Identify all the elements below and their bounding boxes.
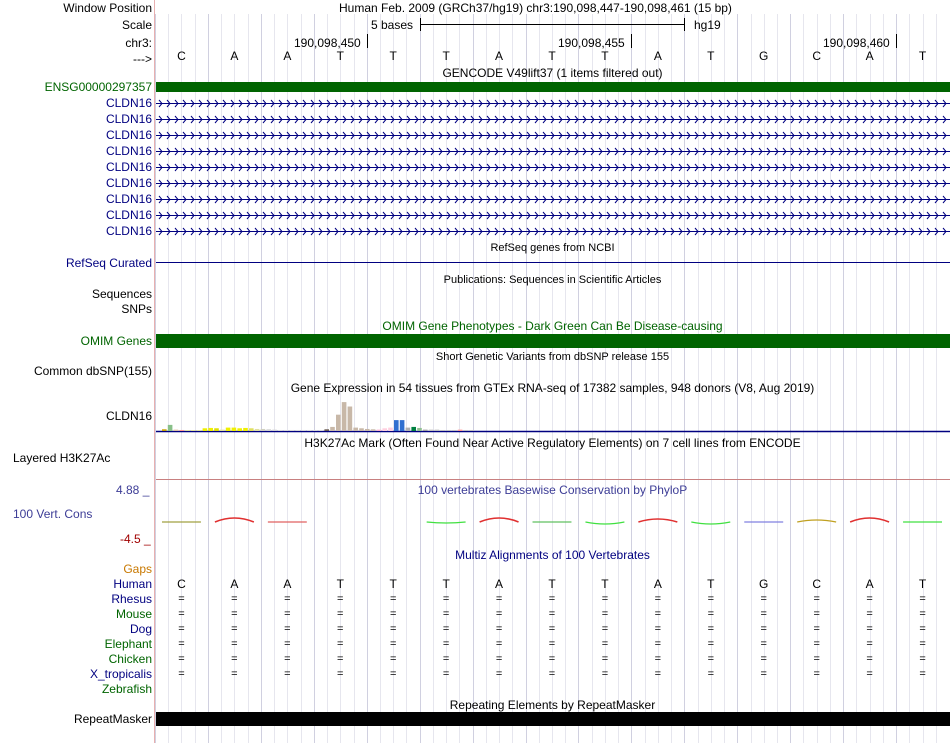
h3k27ac-title[interactable]: H3K27Ac Mark (Often Found Near Active Regulatory Elements) on 7 cell lines from ENCODE: [304, 436, 801, 450]
gtex-tissue-bar: [208, 428, 213, 431]
alignment-match: =: [231, 653, 238, 665]
gtex-tissue-bar: [243, 428, 248, 431]
top-sequence-base: T: [601, 49, 609, 63]
phylop-segment: [585, 522, 624, 524]
h3k27ac-label[interactable]: Layered H3K27Ac: [13, 451, 111, 465]
phylop-label[interactable]: 100 Vert. Cons: [13, 507, 93, 521]
alignment-match: =: [495, 653, 503, 665]
gtex-tissue-bar: [191, 430, 196, 431]
alignment-match: =: [337, 593, 344, 605]
human-base: T: [548, 577, 556, 591]
refseq-label[interactable]: RefSeq Curated: [65, 256, 152, 270]
alignment-match: =: [601, 653, 609, 665]
gtex-tissue-bar: [307, 430, 312, 431]
human-base: T: [918, 577, 927, 591]
phylop-title[interactable]: 100 vertebrates Basewise Conservation by PhyloP: [417, 483, 688, 497]
alignment-match: =: [707, 593, 715, 605]
top-sequence-base: G: [759, 49, 769, 63]
chr-tick-mark: [896, 34, 897, 48]
alignment-match: =: [389, 638, 397, 650]
alignment-match: =: [389, 653, 397, 665]
omim-title[interactable]: OMIM Gene Phenotypes - Dark Green Can Be Disease-causing: [382, 319, 723, 333]
phylop-segment: [850, 518, 889, 522]
alignment-match: =: [760, 668, 767, 680]
transcript-line: [156, 132, 950, 139]
gtex-label[interactable]: CLDN16: [105, 409, 152, 423]
gencode-transcript-label[interactable]: CLDN16: [105, 144, 152, 158]
alignment-match: =: [654, 668, 662, 680]
alignment-match: =: [231, 608, 238, 620]
gencode-transcript-label[interactable]: CLDN16: [105, 128, 152, 142]
alignment-match: =: [866, 668, 873, 680]
alignment-match: =: [601, 608, 609, 620]
dbsnp-title[interactable]: Short Genetic Variants from dbSNP release 155: [435, 351, 670, 363]
species-label[interactable]: X_tropicalis: [89, 667, 152, 681]
gencode-transcript-label[interactable]: CLDN16: [105, 224, 152, 238]
alignment-match: =: [337, 608, 344, 620]
alignment-match: =: [178, 668, 185, 680]
species-label[interactable]: Zebrafish: [101, 682, 152, 696]
gtex-tissue-bar: [237, 428, 242, 431]
transcript-line: [156, 164, 950, 171]
top-sequence-base: T: [389, 49, 397, 63]
alignment-match: =: [389, 608, 397, 620]
gtex-tissue-bar: [232, 428, 237, 431]
gtex-tissue-bar: [394, 420, 399, 431]
alignment-match: =: [337, 668, 344, 680]
window-position-label: Window Position: [63, 1, 152, 15]
alignment-match: =: [654, 638, 662, 650]
top-sequence-base: T: [336, 49, 344, 63]
alignment-match: =: [495, 668, 503, 680]
alignment-match: =: [231, 593, 238, 605]
gtex-tissue-bar: [452, 430, 457, 431]
alignment-match: =: [495, 623, 503, 635]
omim-bar[interactable]: [156, 334, 950, 348]
alignment-match: =: [707, 638, 715, 650]
transcript-line: [156, 148, 950, 155]
transcript-line: [156, 180, 950, 187]
gencode-transcripts[interactable]: [156, 96, 950, 242]
gencode-title[interactable]: GENCODE V49lift37 (1 items filtered out): [442, 66, 663, 80]
scale-bar-right-tick: [684, 18, 685, 31]
alignment-match: =: [919, 638, 926, 650]
alignment-match: =: [284, 623, 291, 635]
left-divider: [154, 0, 155, 743]
publications-sequences-label[interactable]: Sequences: [91, 287, 152, 301]
gtex-tissue-bar: [174, 430, 179, 431]
alignment-match: =: [813, 638, 820, 650]
dbsnp-label[interactable]: Common dbSNP(155): [33, 364, 152, 378]
multiz-gaps-label[interactable]: Gaps: [123, 562, 152, 576]
alignment-match: =: [495, 608, 503, 620]
alignment-match: =: [654, 593, 662, 605]
repeatmasker-title[interactable]: Repeating Elements by RepeatMasker: [449, 698, 656, 712]
alignment-match: =: [389, 593, 397, 605]
human-base: T: [707, 577, 715, 591]
human-base: A: [283, 577, 292, 591]
gtex-tissue-bar: [179, 430, 184, 431]
alignment-match: =: [813, 623, 820, 635]
gtex-tissue-bar: [295, 430, 300, 431]
phylop-ymax: 4.88 _: [116, 483, 150, 497]
alignment-match: =: [442, 593, 450, 605]
gtex-tissue-bar: [197, 430, 202, 431]
gtex-tissue-bar: [406, 428, 411, 431]
transcript-line: [156, 228, 950, 235]
alignment-match: =: [389, 623, 397, 635]
gtex-tissue-bar: [440, 430, 445, 431]
omim-label[interactable]: OMIM Genes: [80, 334, 152, 348]
alignment-match: =: [654, 653, 662, 665]
gtex-tissue-bar: [162, 429, 167, 431]
gencode-transcript-label[interactable]: CLDN16: [105, 112, 152, 126]
alignment-match: =: [442, 668, 450, 680]
human-base: A: [230, 577, 239, 591]
alignment-match: =: [813, 593, 820, 605]
alignment-match: =: [601, 623, 609, 635]
phylop-wiggle[interactable]: [156, 506, 950, 532]
top-sequence-base: C: [812, 49, 821, 63]
gtex-tissue-bar: [429, 430, 434, 431]
alignment-match: =: [760, 608, 767, 620]
refseq-title[interactable]: RefSeq genes from NCBI: [490, 242, 615, 254]
gtex-tissue-bar: [464, 430, 469, 431]
alignment-match: =: [178, 638, 185, 650]
alignment-match: =: [337, 653, 344, 665]
gtex-tissue-bar: [272, 430, 277, 431]
transcript-line: [156, 100, 950, 107]
gtex-tissue-bar: [301, 430, 306, 431]
alignment-match: =: [813, 668, 820, 680]
transcript-line: [156, 116, 950, 123]
alignment-match: =: [178, 653, 185, 665]
alignment-match: =: [919, 593, 926, 605]
gtex-tissue-bar: [278, 430, 283, 431]
gencode-gene-label[interactable]: ENSG00000297357: [44, 80, 152, 94]
alignment-match: =: [601, 668, 609, 680]
human-base: A: [495, 577, 504, 591]
gtex-tissue-bar: [290, 430, 295, 431]
human-base: T: [389, 577, 397, 591]
human-base: T: [601, 577, 609, 591]
alignment-match: =: [231, 638, 238, 650]
scale-bar: [420, 24, 684, 25]
species-label[interactable]: Human: [113, 577, 152, 591]
human-base: T: [442, 577, 450, 591]
gtex-tissue-bar: [353, 428, 358, 431]
gtex-tissue-bar: [336, 415, 341, 431]
alignment-match: =: [442, 608, 450, 620]
human-base: A: [653, 577, 662, 591]
gtex-tissue-bar: [266, 429, 271, 431]
strand-arrow-label: --->: [133, 52, 152, 66]
alignment-match: =: [866, 593, 873, 605]
alignment-match: =: [813, 608, 820, 620]
alignment-match: =: [389, 668, 397, 680]
gtex-tissue-bar: [400, 420, 405, 431]
gtex-tissue-bar: [324, 429, 329, 431]
species-label[interactable]: Mouse: [115, 607, 152, 621]
alignment-match: =: [231, 623, 238, 635]
phylop-segment: [691, 522, 730, 524]
alignment-match: =: [442, 623, 450, 635]
gtex-tissue-bar: [446, 430, 451, 431]
alignment-match: =: [760, 638, 767, 650]
alignment-match: =: [548, 608, 556, 620]
gencode-transcript-label[interactable]: CLDN16: [105, 176, 152, 190]
top-sequence-base: A: [283, 49, 292, 63]
species-label[interactable]: Elephant: [104, 637, 152, 651]
alignment-match: =: [654, 623, 662, 635]
scale-value: 5 bases: [371, 18, 414, 32]
alignment-match: =: [919, 668, 926, 680]
alignment-match: =: [707, 608, 715, 620]
gencode-transcript-label[interactable]: CLDN16: [105, 192, 152, 206]
gtex-tissue-bar: [214, 428, 219, 431]
alignment-match: =: [178, 593, 185, 605]
alignment-match: =: [442, 638, 450, 650]
alignment-match: =: [548, 653, 556, 665]
gtex-tissue-bar: [255, 429, 260, 431]
human-base: G: [759, 577, 769, 591]
gtex-tissue-bar: [388, 428, 393, 431]
human-base: C: [812, 577, 821, 591]
human-base: T: [336, 577, 344, 591]
top-sequence-base: A: [653, 49, 662, 63]
phylop-segment: [215, 518, 254, 522]
gencode-transcript-label[interactable]: CLDN16: [105, 96, 152, 110]
alignment-match: =: [178, 623, 185, 635]
alignment-match: =: [760, 623, 767, 635]
alignment-match: =: [442, 653, 450, 665]
phylop-segment: [480, 518, 519, 522]
gtex-tissue-bar: [220, 430, 225, 431]
top-sequence-base: T: [918, 49, 927, 63]
scale-bar-left-tick: [420, 18, 421, 31]
alignment-match: =: [495, 593, 503, 605]
alignment-match: =: [284, 593, 291, 605]
chr-tick-label: 190,098,450: [294, 36, 361, 50]
publications-title[interactable]: Publications: Sequences in Scientific Articles: [443, 274, 662, 286]
gtex-tissue-bar: [365, 429, 370, 431]
transcript-line: [156, 196, 950, 203]
alignment-match: =: [919, 608, 926, 620]
gtex-tissue-bar: [313, 430, 318, 431]
chr-label: chr3:: [125, 36, 152, 50]
gtex-tissue-bar: [330, 427, 335, 431]
chr-tick-label: 190,098,455: [558, 36, 625, 50]
gtex-tissue-bar: [168, 425, 173, 431]
alignment-match: =: [760, 653, 767, 665]
chr-tick-label: 190,098,460: [823, 36, 890, 50]
gtex-tissue-bar: [469, 430, 474, 431]
species-label[interactable]: Dog: [129, 622, 152, 636]
top-sequence-base: T: [442, 49, 450, 63]
gtex-tissue-bar: [417, 428, 422, 431]
gencode-transcript-label[interactable]: CLDN16: [105, 208, 152, 222]
gtex-tissue-bar: [411, 427, 416, 431]
alignment-match: =: [866, 638, 873, 650]
alignment-match: =: [231, 668, 238, 680]
chr-tick-mark: [367, 34, 368, 48]
top-sequence-base: A: [495, 49, 504, 63]
gtex-tissue-bar: [261, 429, 266, 431]
gtex-tissue-bar: [203, 428, 208, 431]
alignment-match: =: [548, 668, 556, 680]
alignment-match: =: [760, 593, 767, 605]
gtex-tissue-bar: [226, 428, 231, 431]
alignment-match: =: [548, 638, 556, 650]
alignment-match: =: [337, 638, 344, 650]
alignment-match: =: [866, 653, 873, 665]
gtex-tissue-bar: [359, 428, 364, 431]
alignment-match: =: [284, 638, 291, 650]
gtex-tissue-bar: [185, 430, 190, 431]
top-sequence-base: C: [177, 49, 186, 63]
alignment-match: =: [813, 653, 820, 665]
gtex-tissue-bar: [319, 430, 324, 431]
phylop-ymin: -4.5 _: [120, 532, 151, 546]
alignment-match: =: [548, 623, 556, 635]
repeatmasker-label[interactable]: RepeatMasker: [73, 712, 152, 726]
alignment-match: =: [919, 653, 926, 665]
species-label[interactable]: Chicken: [108, 652, 152, 666]
alignment-match: =: [866, 608, 873, 620]
gtex-tissue-bar: [342, 402, 347, 431]
top-sequence-base: A: [230, 49, 239, 63]
gtex-title[interactable]: Gene Expression in 54 tissues from GTEx RNA-seq of 17382 samples, 948 donors (V8, Aug 2019): [290, 381, 815, 395]
gtex-tissue-bar: [435, 430, 440, 431]
human-base: A: [865, 577, 874, 591]
species-label[interactable]: Rhesus: [111, 592, 152, 606]
scale-label: Scale: [121, 18, 152, 32]
multiz-title[interactable]: Multiz Alignments of 100 Vertebrates: [455, 548, 650, 562]
gtex-bar-chart[interactable]: [156, 396, 950, 434]
gencode-transcript-label[interactable]: CLDN16: [105, 160, 152, 174]
alignment-match: =: [495, 638, 503, 650]
alignment-match: =: [601, 593, 609, 605]
gtex-tissue-bar: [371, 429, 376, 431]
ensg-gene-bar[interactable]: [156, 82, 950, 92]
h3k27ac-baseline: [156, 479, 950, 480]
chr-tick-mark: [631, 34, 632, 48]
top-sequence-base: T: [548, 49, 556, 63]
alignment-match: =: [919, 623, 926, 635]
top-sequence-base: T: [707, 49, 715, 63]
alignment-match: =: [601, 638, 609, 650]
alignment-match: =: [337, 623, 344, 635]
alignment-match: =: [178, 608, 185, 620]
window-position-value: Human Feb. 2009 (GRCh37/hg19) chr3:190,098,447-190,098,461 (15 bp): [339, 1, 732, 15]
gtex-tissue-bar: [382, 428, 387, 431]
phylop-segment: [427, 522, 466, 523]
alignment-match: =: [707, 668, 715, 680]
alignment-match: =: [548, 593, 556, 605]
alignment-match: =: [707, 653, 715, 665]
refseq-line[interactable]: [156, 262, 950, 263]
human-base: C: [177, 577, 186, 591]
gtex-tissue-bar: [377, 430, 382, 431]
gtex-tissue-bar: [348, 407, 353, 431]
alignment-match: =: [284, 653, 291, 665]
alignment-match: =: [707, 623, 715, 635]
alignment-match: =: [284, 608, 291, 620]
scale-assembly: hg19: [694, 18, 721, 32]
transcript-line: [156, 212, 950, 219]
gtex-tissue-bar: [284, 430, 289, 431]
gtex-tissue-bar: [458, 430, 463, 431]
alignment-match: =: [866, 623, 873, 635]
phylop-segment: [797, 520, 836, 522]
alignment-match: =: [284, 668, 291, 680]
repeatmasker-bar[interactable]: [156, 712, 950, 726]
alignment-match: =: [654, 608, 662, 620]
gtex-tissue-bar: [249, 428, 254, 431]
top-sequence-base: A: [865, 49, 874, 63]
gtex-tissue-bar: [423, 430, 428, 431]
publications-snps-label[interactable]: SNPs: [121, 302, 152, 316]
phylop-segment: [638, 519, 677, 522]
